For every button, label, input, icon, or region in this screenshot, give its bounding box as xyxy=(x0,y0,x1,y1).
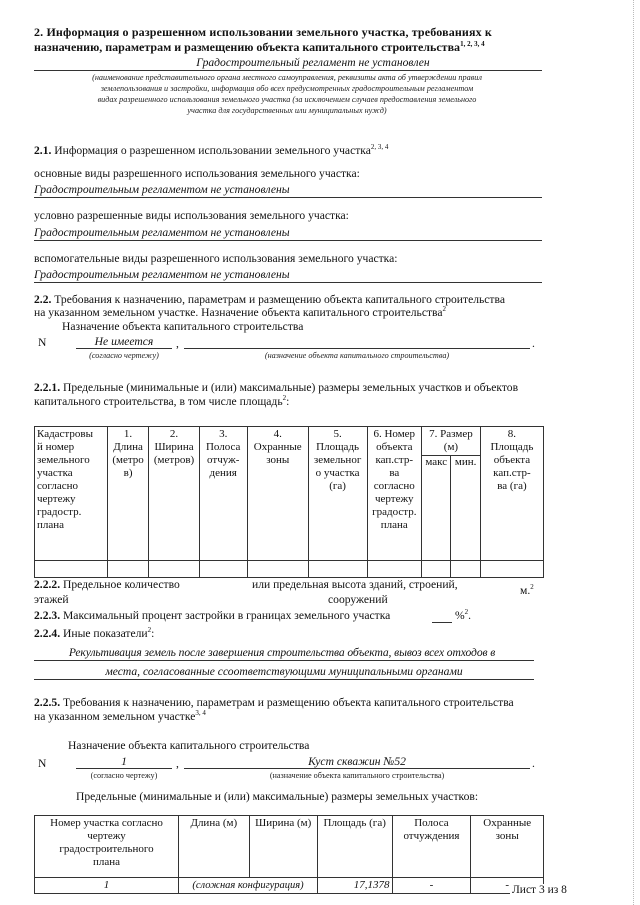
col-land-area xyxy=(308,427,367,561)
section-2-2-title: 2.2. Требования к назначению, параметрам и размещению объекта капитального строительства xyxy=(34,293,505,306)
document-page: 2. Информация о разрешенном использовании земельного участка, требованиях к назначению, параметрам и размещению объекта капитального строительства$^{1, 2, 3, 4}$ Градостроительный регламент не установлен (наименование представительного органа местного самоуправления, реквизиты акта об утверждении правил землепользования и застройки, информация обо всех предусмотренных градостроительным регламентом видах разрешенного использования земельного участка (за исключением случаев предоставления земельного участка для государственных или муниципальных нужд) 2.1. Информация о разрешенном использовании земельного участка$^{2, 3, 4}$ основные виды разрешенного использования земельного участка: Градостроительным регламентом не установлены условно разрешенные виды использования земельного участка: Градостроительным регламентом не установлены вспомогательные виды разрешенного использования земельного участка: Градостроительным регламентом не установлены 2.2. Требования к назначению, параметрам и размещению объекта капитального строительства на указанном земельном участке. Назначение объекта капитального строительства$^2$ Назначение объекта капитального строительства N Не имеется , . (согласно чертежу) (назначение объекта капитального строительства) 2.2.1. Предельные (минимальные и (или) максимальные) размеры земельных участков и объектов капитального строительства, в том числе площадь$^2$: Кадастровы й номер земельного участка согласно чертежу градостр. плана 1. Длина (метро в) 2. Ширина (метров) 3. Полоса отчуж- дения 4. Охранные зоны 5. Площадь земельног о участка (га) 6. Номер объекта кап.стр- ва согласно чертежу градостр. плана 7. Размер (м) макс мин. 8. Площадь объекта кап.стр- ва (га) 2.2.2. Предельное количество или предельная высота зданий, строений, м.$^2$ этажей сооружений 2.2.3. Максимальный процент застройки в границах земельного участка %$^2$. 2.2.4. Иные показатели$^2$: Рекультивация земель после завершения строительства объекта, вывоз всех отходов в места, согласованные ссоответствующими муниципальными органами 2.2.5. Требования к назначению, параметрам и размещению объекта капитального строительства на указанном земельном участке$^{3, 4}$ Назначение объекта капитального строительства N 1 , Куст скважин №52 . (согласно чертежу) (назначение объекта капитального строительства) Предельные (минимальные и (или) максимальные) размеры земельных участков: Номер участка согласно чертежу градостроительного плана Длина (м) Ширина (м) Площадь (га) Полоса отчуждения Охранные зоны 1 (сложная конфигурация) 17,1378 - - Лист 3 из 8 xyxy=(0,0,640,905)
cell-zones: - xyxy=(471,878,544,894)
th-plot-number xyxy=(35,816,179,878)
cell-text-line: чертежу xyxy=(375,493,414,505)
object-purpose-caption: (назначение объекта капитального строительства) xyxy=(264,351,450,360)
cell-text-line: согласно xyxy=(373,480,415,492)
cell-plot-number: 1 xyxy=(35,878,179,894)
sheet-number: Лист 3 из 8 xyxy=(512,884,567,896)
section-2-2-5-line2: на указанном земельном участке$^{3, 4}$ xyxy=(34,709,206,723)
cell-configuration: (сложная конфигурация) xyxy=(179,878,318,894)
cell-text-line: градостр. xyxy=(372,506,417,518)
cell-text-line: объекта xyxy=(376,441,413,453)
cell-text-line: дения xyxy=(209,467,237,479)
cell-text-line: Полоса xyxy=(414,817,449,829)
cell-text-line: 2. xyxy=(169,428,179,440)
cell-text-line: участка xyxy=(37,467,73,479)
section-2-2-1-line2: капитального строительства, в том числе площадь$^2$: xyxy=(34,394,290,408)
cell-text-line: плана xyxy=(37,519,65,531)
cell-text-line: отчуждения xyxy=(403,830,460,842)
parameters-table xyxy=(34,426,544,578)
cell-text-line: й номер xyxy=(37,441,75,453)
section-2-2-1-title: 2.2.1. Предельные (минимальные и (или) максимальные) размеры земельных участков и объектов xyxy=(34,381,519,394)
cell-text-line: отчуж- xyxy=(207,454,240,466)
col-size-max: макс xyxy=(422,456,451,560)
auxiliary-uses-value: Градостроительным регламентом не установлены xyxy=(34,268,290,281)
n-label: N xyxy=(38,336,47,349)
cell-text-line: 6. Номер xyxy=(373,428,416,440)
th-strip xyxy=(392,816,471,878)
cell-text-line: (метров) xyxy=(153,454,195,466)
auxiliary-uses-label: вспомогательные виды разрешенного использования земельного участка: xyxy=(34,252,398,265)
cell-text-line: кап.стр- xyxy=(493,467,531,479)
cell-strip: - xyxy=(392,878,471,894)
section-2-2-purpose-label: Назначение объекта капитального строительства xyxy=(62,320,304,333)
cell-text-line: Полоса xyxy=(205,441,241,453)
cell-text-line: 7. Размер xyxy=(429,428,473,440)
section-2-2-5-title: 2.2.5. Требования к назначению, параметрам и размещению объекта капитального строительства xyxy=(34,696,514,709)
other-indicators-value-1: Рекультивация земель после завершения строительства объекта, вывоз всех отходов в xyxy=(68,646,496,659)
cell-text-line: 3. xyxy=(219,428,228,440)
col-size-min: мин. xyxy=(454,456,477,468)
col-object-number xyxy=(367,427,422,561)
cell-text-line: зоны xyxy=(495,830,519,842)
section-2-2-4-text: 2.2.4. Иные показатели$^2$: xyxy=(34,626,155,640)
land-plot-table xyxy=(34,815,544,894)
cell-text-line: (м) xyxy=(443,441,459,453)
th-width: Ширина (м) xyxy=(249,816,317,878)
object-number-caption: (согласно чертежу) xyxy=(89,351,159,360)
cell-text-line: согласно xyxy=(37,480,78,492)
cell-text-line: кап.стр- xyxy=(375,454,414,466)
object-number-value-2: 1 xyxy=(121,755,127,768)
land-size-limits-label: Предельные (минимальные и (или) максимальные) размеры земельных участков: xyxy=(76,790,479,803)
cell-area: 17,1378 xyxy=(317,878,392,894)
section-2-1-title: 2.1. Информация о разрешенном использовании земельного участка$^{2, 3, 4}$ xyxy=(34,143,389,157)
cell-text-line: градостроительного xyxy=(59,843,154,855)
cell-text-line: 1. xyxy=(123,428,133,440)
cell-text-line: земельного xyxy=(37,454,90,466)
reglament-caption-4: участка для государственных или муниципальных нужд) xyxy=(187,106,387,115)
object-purpose-value: Куст скважин №52 xyxy=(308,755,406,768)
cell-text-line: Охранные xyxy=(253,441,302,453)
cell-text-line: земельног xyxy=(313,454,362,466)
floors-caption: этажей xyxy=(34,593,69,606)
cell-text-line: плана xyxy=(93,856,121,868)
conditional-uses-label: условно разрешенные виды использования земельного участка: xyxy=(34,209,349,222)
cell-text-line: чертежу xyxy=(37,493,76,505)
cell-text-line: о участка xyxy=(315,467,360,479)
col-length xyxy=(107,427,149,561)
cell-text-line: в) xyxy=(123,467,133,479)
object-number-value: Не имеется xyxy=(94,335,154,348)
cell-text-line: Кадастровы xyxy=(37,428,93,440)
cell-text-line: Ширина xyxy=(154,441,194,453)
col-size xyxy=(422,427,481,561)
cell-text-line: Площадь xyxy=(490,441,534,453)
col-protection-zones xyxy=(247,427,308,561)
cell-text-line: ва (га) xyxy=(497,480,527,492)
conditional-uses-value: Градостроительным регламентом не установлены xyxy=(34,226,290,239)
scan-edge xyxy=(633,0,636,905)
cell-text-line: Площадь xyxy=(316,441,360,453)
reglament-caption-1: (наименование представительного органа местного самоуправления, реквизиты акта об утверждении правил xyxy=(92,73,482,82)
section-2-2-3-text: 2.2.3. Максимальный процент застройки в границах земельного участка xyxy=(34,609,391,622)
reglament-value: Градостроительный регламент не установлен xyxy=(196,56,430,69)
cell-text-line: ва xyxy=(389,467,400,479)
section-2-heading-line2: назначению, параметрам и размещению объекта капитального строительства$^{1, 2, 3, 4}$ xyxy=(34,40,485,54)
cell-text-line: чертежу xyxy=(87,830,126,842)
cell-text-line: 4. xyxy=(273,428,282,440)
reglament-caption-3: видах разрешенного использования земельного участка (за исключением случаев предоставления земельного xyxy=(97,95,477,104)
cell-text-line: градостр. xyxy=(37,506,82,518)
cell-text-line: Охранные xyxy=(483,817,532,829)
col-object-area xyxy=(480,427,543,561)
cell-text-line: 5. xyxy=(333,428,342,440)
col-width xyxy=(149,427,199,561)
section-2-2-5-purpose-label: Назначение объекта капитального строительства xyxy=(68,739,310,752)
cell-text-line: Длина xyxy=(113,441,143,453)
other-indicators-value-2: места, согласованные ссоответствующими муниципальными органами xyxy=(105,665,463,678)
col-strip xyxy=(199,427,247,561)
cell-text-line: 8. xyxy=(507,428,517,440)
cell-text-line: (метро xyxy=(112,454,144,466)
reglament-caption-2: землепользования и застройки, информация обо всех предусмотренных градостроительным регламентом xyxy=(100,84,474,93)
th-area: Площадь (га) xyxy=(317,816,392,878)
structures-caption: сооружений xyxy=(328,593,388,606)
section-2-heading: 2. Информация о разрешенном использовании земельного участка, требованиях к xyxy=(34,25,492,39)
cell-text-line: (га) xyxy=(329,480,346,492)
th-length: Длина (м) xyxy=(179,816,249,878)
cell-text-line: плана xyxy=(380,519,408,531)
section-2-2-line2: на указанном земельном участке. Назначение объекта капитального строительства$^2$ xyxy=(34,305,447,319)
cell-text-line: объекта xyxy=(493,454,531,466)
th-zones xyxy=(471,816,544,878)
col-cadastral-number xyxy=(35,427,108,561)
section-2-2-2-text: 2.2.2. Предельное количество xyxy=(34,578,180,591)
cell-text-line: зоны xyxy=(266,454,290,466)
cell-text-line: Номер участка согласно xyxy=(50,817,163,829)
main-uses-value: Градостроительным регламентом не установлены xyxy=(34,183,290,196)
main-uses-label: основные виды разрешенного использования земельного участка: xyxy=(34,167,360,180)
